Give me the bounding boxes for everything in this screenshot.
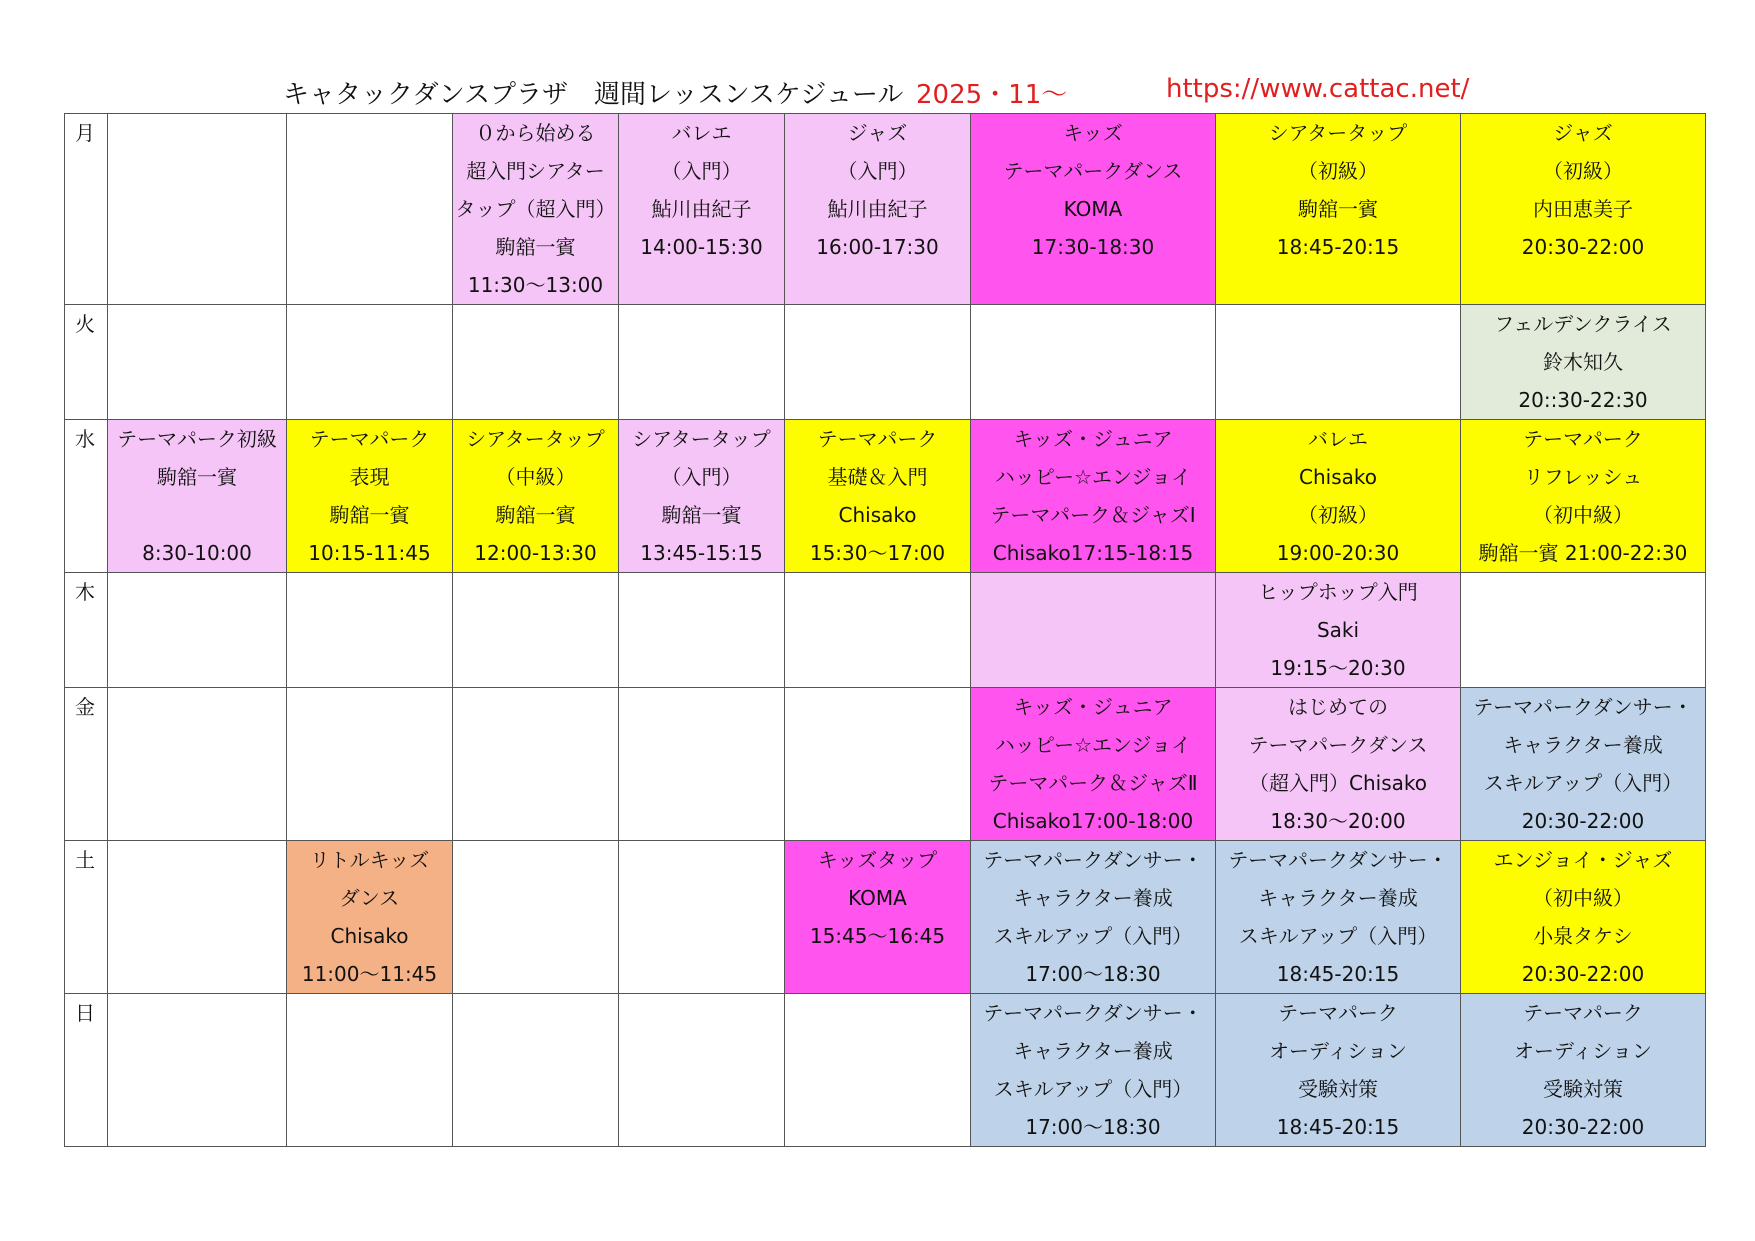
lesson-cell[interactable] [453,420,619,573]
lesson-line: テーマパークダンス [1248,733,1428,757]
lesson-line: Chisako [838,503,917,527]
empty-cell [453,841,619,994]
table-row [65,688,1706,841]
lesson-cell[interactable] [1461,841,1706,994]
lesson-line: ジャズ [1553,121,1613,145]
lesson-cell[interactable] [785,420,971,573]
empty-cell [287,305,453,420]
table-row [65,420,1706,573]
lesson-line: テーマパーク＆ジャズⅡ [988,771,1198,795]
lesson-line: 鮎川由紀子 [651,197,752,221]
empty-cell [1216,305,1461,420]
lesson-line: キッズ [1063,121,1123,145]
lesson-cell[interactable] [108,420,287,573]
title-main: キャタックダンスプラザ 週間レッスンスケジュール [283,80,904,110]
lesson-line: 18:45-20:15 [1276,235,1400,259]
lesson-line: テーマパークダンサー・ [1473,695,1693,719]
day-label: 火 [65,305,108,420]
lesson-line: キッズ・ジュニア [1013,695,1173,719]
lesson-cell[interactable] [1461,420,1706,573]
lesson-line: テーマパーク [817,427,938,451]
lesson-cell[interactable] [971,841,1216,994]
lesson-line: Chisako17:00-18:00 [992,809,1194,833]
lesson-cell[interactable] [619,420,785,573]
empty-cell [453,994,619,1147]
lesson-line: 18:45-20:15 [1276,962,1400,986]
lesson-line: Chisako [1299,465,1377,489]
lesson-cell[interactable] [971,994,1216,1147]
lesson-line: 20:30-22:00 [1521,962,1645,986]
empty-cell [108,994,287,1147]
lesson-line: 鈴木知久 [1543,350,1623,374]
lesson-line: Chisako [330,924,409,948]
lesson-line: キャラクター養成 [1258,886,1418,910]
lesson-cell[interactable] [1461,305,1706,420]
lesson-line: （初級） [1298,503,1378,527]
day-label: 金 [65,688,108,841]
empty-cell [108,305,287,420]
table-row [65,114,1706,305]
table-row [65,305,1706,420]
lesson-line: KOMA [848,886,907,910]
empty-cell [108,573,287,688]
lesson-cell[interactable] [1216,994,1461,1147]
lesson-line: 鮎川由紀子 [827,197,928,221]
lesson-cell[interactable] [1461,114,1706,305]
lesson-line: 基礎＆入門 [827,465,928,489]
lesson-line: ダンス [339,886,400,910]
day-label: 日 [65,994,108,1147]
lesson-line: 駒舘一賓 [1298,197,1378,221]
lesson-line: ヒップホップ入門 [1258,580,1418,604]
lesson-line: （超入門）Chisako [1249,771,1427,795]
lesson-line: テーマパークダンサー・ [983,1001,1203,1025]
lesson-line: テーマパークダンサー・ [983,848,1203,872]
title-url[interactable]: https://www.cattac.net/ [1166,74,1470,104]
empty-cell [619,573,785,688]
lesson-line: キッズ・ジュニア [1013,427,1173,451]
lesson-line: 13:45-15:15 [640,541,763,565]
table-row [65,841,1706,994]
lesson-line: 19:15～20:30 [1270,656,1406,680]
lesson-line: （中級） [495,465,576,489]
lesson-line: ハッピー☆エンジョイ [994,465,1192,489]
empty-cell [453,573,619,688]
lesson-line: 表現 [349,465,390,489]
lesson-line: Chisako17:15-18:15 [992,541,1194,565]
lesson-line: テーマパーク＆ジャズⅠ [990,503,1196,527]
empty-cell [785,305,971,420]
lesson-line: KOMA [1063,197,1123,221]
lesson-line: オーディション [1269,1039,1407,1063]
empty-cell [108,114,287,305]
lesson-cell[interactable] [971,420,1216,573]
day-label: 木 [65,573,108,688]
lesson-line: （入門） [661,465,742,489]
lesson-line: 14:00-15:30 [640,235,763,259]
lesson-line: テーマパーク初級 [117,427,277,451]
lesson-line: キャラクター養成 [1013,1039,1173,1063]
empty-cell [971,573,1216,688]
empty-cell [287,688,453,841]
lesson-line: 10:15-11:45 [308,541,431,565]
lesson-line: エンジョイ・ジャズ [1493,848,1673,872]
lesson-line: オーディション [1514,1039,1652,1063]
lesson-cell[interactable] [1461,688,1706,841]
table-row [65,994,1706,1147]
lesson-line: テーマパーク [1278,1001,1398,1025]
lesson-line: 12:00-13:30 [474,541,597,565]
empty-cell [619,688,785,841]
lesson-line: 16:00-17:30 [816,235,939,259]
lesson-line: 駒舘一賓 21:00-22:30 [1478,541,1688,565]
lesson-line: 20:30-22:00 [1521,1115,1645,1139]
table-row [65,573,1706,688]
lesson-line: 15:45～16:45 [809,924,946,948]
lesson-line: テーマパーク [1523,427,1643,451]
lesson-line: バレエ [671,121,732,145]
lesson-line: ハッピー☆エンジョイ [994,733,1192,757]
lesson-line: 20:30-22:00 [1521,809,1645,833]
empty-cell [785,688,971,841]
lesson-line: テーマパークダンサー・ [1228,848,1448,872]
lesson-cell[interactable] [1216,688,1461,841]
lesson-line: 15:30～17:00 [809,541,946,565]
lesson-line: （初中級） [1533,503,1633,527]
lesson-line: 18:45-20:15 [1276,1115,1400,1139]
lesson-line: 受験対策 [1298,1077,1378,1101]
lesson-line: （初級） [1543,159,1623,183]
lesson-line: 駒舘一賓 [495,235,576,259]
lesson-line: リフレッシュ [1523,465,1643,489]
lesson-line: 駒舘一賓 [329,503,410,527]
lesson-line: 8:30-10:00 [142,541,252,565]
lesson-line: 18:30～20:00 [1270,809,1406,833]
day-label: 土 [65,841,108,994]
lesson-line: テーマパーク [1523,1001,1643,1025]
empty-cell [619,994,785,1147]
lesson-line: 20:30-22:00 [1521,235,1645,259]
lesson-cell[interactable] [971,688,1216,841]
lesson-cell[interactable] [1216,114,1461,305]
lesson-line: 受験対策 [1543,1077,1623,1101]
weekly-schedule-table [64,113,1706,1147]
lesson-line: 11:00～11:45 [301,962,438,986]
lesson-line: シアタータップ [632,427,771,451]
lesson-line: スキルアップ（入門） [993,1077,1193,1101]
lesson-line: シアタータップ [466,427,605,451]
lesson-line: Saki [1316,618,1360,642]
lesson-line: スキルアップ（入門） [1238,924,1438,948]
lesson-line: テーマパーク [309,427,430,451]
lesson-cell[interactable] [1216,573,1461,688]
lesson-cell[interactable] [785,841,971,994]
lesson-cell[interactable] [1216,420,1461,573]
lesson-line: （入門） [837,159,918,183]
lesson-line: （入門） [661,159,742,183]
lesson-cell[interactable] [453,114,619,305]
empty-cell [108,688,287,841]
empty-cell [1461,573,1706,688]
lesson-line: スキルアップ（入門） [1483,771,1683,795]
lesson-cell[interactable] [287,420,453,573]
lesson-line [108,496,286,534]
lesson-line: テーマパークダンス [1003,159,1183,183]
lesson-line: はじめての [1288,695,1388,719]
lesson-line: キャラクター養成 [1503,733,1663,757]
empty-cell [619,841,785,994]
empty-cell [287,114,453,305]
empty-cell [108,841,287,994]
page-title [64,74,1704,114]
empty-cell [971,305,1216,420]
empty-cell [453,688,619,841]
lesson-line: タップ（超入門） [455,197,616,221]
day-label: 水 [65,420,108,573]
lesson-line: リトルキッズ [309,848,430,872]
lesson-line: ジャズ [847,121,908,145]
empty-cell [619,305,785,420]
lesson-line: ０から始める [475,121,596,145]
lesson-line: 駒舘一賓 [661,503,742,527]
day-label: 月 [65,114,108,305]
empty-cell [785,573,971,688]
lesson-line: 駒舘一賓 [495,503,576,527]
title-date: 2025・11～ [916,80,1068,110]
lesson-line: スキルアップ（入門） [993,924,1193,948]
lesson-line: 内田恵美子 [1533,197,1633,221]
lesson-line: バレエ [1308,427,1368,451]
empty-cell [785,994,971,1147]
lesson-line: 17:00～18:30 [1025,1115,1161,1139]
lesson-line: フェルデンクライス [1494,312,1672,336]
empty-cell [287,573,453,688]
empty-cell [287,994,453,1147]
lesson-line: （初級） [1298,159,1378,183]
lesson-line: キャラクター養成 [1013,886,1173,910]
lesson-cell[interactable] [287,841,453,994]
lesson-cell[interactable] [971,114,1216,305]
lesson-line: 19:00-20:30 [1276,541,1400,565]
lesson-line: 17:30-18:30 [1031,235,1155,259]
lesson-cell[interactable] [619,114,785,305]
lesson-line: （初中級） [1533,886,1633,910]
lesson-line: 11:30～13:00 [467,273,604,297]
lesson-line: 駒舘一賓 [157,465,237,489]
lesson-line: 小泉タケシ [1533,924,1633,948]
lesson-line: シアタータップ [1268,121,1408,145]
lesson-line: キッズタップ [817,848,938,872]
lesson-cell[interactable] [1216,841,1461,994]
lesson-cell[interactable] [1461,994,1706,1147]
lesson-line: 17:00～18:30 [1025,962,1161,986]
lesson-line: 20::30-22:30 [1518,388,1648,412]
empty-cell [453,305,619,420]
lesson-cell[interactable] [785,114,971,305]
lesson-line: 超入門シアター [466,159,605,183]
